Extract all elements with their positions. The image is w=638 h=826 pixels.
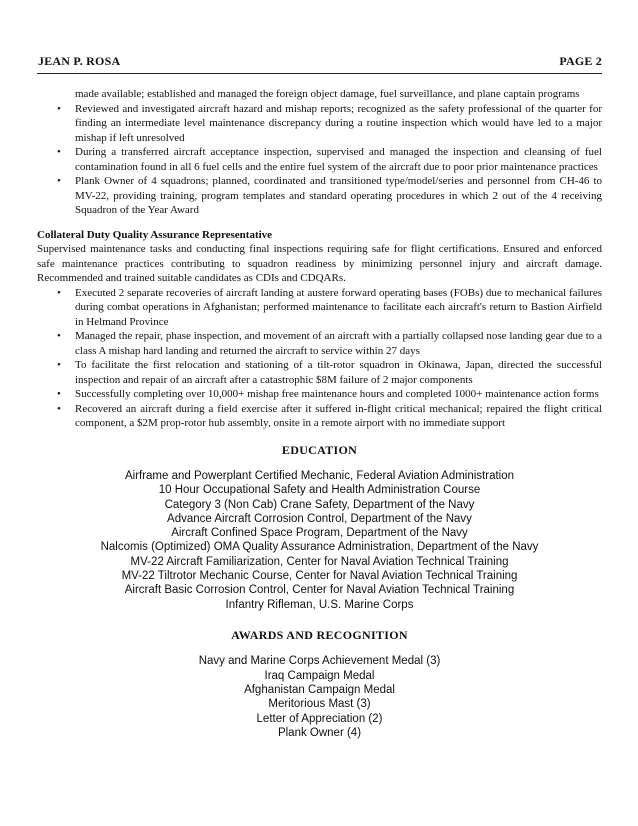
list-item: Afghanistan Campaign Medal [244, 684, 395, 697]
bullet-icon: • [57, 359, 61, 371]
list-item: • Managed the repair, phase inspection, and movement of an aircraft with a partially collapsed nose landing gear due to a class A mishap hard landing and returned the aircraft to service within 27 days [57, 330, 602, 357]
bullet-icon: • [57, 388, 61, 400]
list-item: Airframe and Powerplant Certified Mechanic, Federal Aviation Administration [124, 470, 515, 482]
bullet-icon: • [57, 146, 61, 158]
resume-body [37, 87, 602, 740]
list-item: MV-22 Tiltrotor Mechanic Course, Center for Naval Aviation Technical Training [121, 570, 518, 583]
bullet-icon: • [57, 102, 61, 115]
list-item: • Executed 2 separate recoveries of aircraft landing at austere forward operating bases (FOBs) due to mechanical failures during combat operations in Afghanistan; performed maintenance to facilitate each aircraft's return to Bastion Airfield in Helmand Province [57, 286, 602, 328]
candidate-name: JEAN P. ROSA [38, 54, 121, 68]
list-item: Nalcomis (Optimized) OMA Quality Assurance Administration, Department of the Navy [100, 541, 539, 554]
page-header [38, 54, 602, 69]
list-item: Advance Aircraft Corrosion Control, Department of the Navy [167, 512, 472, 525]
list-item: Aircraft Confined Space Program, Department of the Navy [171, 527, 468, 540]
list-item: Infantry Rifleman, U.S. Marine Corps [225, 598, 414, 611]
list-item: • To facilitate the first relocation and stationing of a tilt-rotor squadron in Okinawa, Japan, directed the successful inspection and repair of an aircraft after a catastrophic $8M failure of 2 major components [57, 359, 602, 386]
awards-list [37, 654, 602, 740]
bullet-icon: • [57, 402, 61, 415]
list-item: • Recovered an aircraft during a field exercise after it suffered in-flight critical mechanical; repaired the flight critical component, a $2M prop-rotor hub assembly, onsite in a remote airport with no immediate support [57, 402, 602, 429]
list-item: Aircraft Basic Corrosion Control, Center for Naval Aviation Technical Training [124, 584, 515, 597]
bullet-icon: • [57, 175, 61, 187]
list-item: • Successfully completing over 10,000+ mishap free maintenance hours and completed 1000+ maintenance action forms [57, 388, 599, 400]
role-summary: Supervised maintenance tasks and conducting final inspections requiring safe for flight certifications. Ensured and enforced safe maintenance practices contributing to squadron readiness by minimizing personnel injury and aircraft damage. Recommended and trained suitable candidates as CDIs and CDQARs. [37, 243, 602, 284]
continued-bullet-text: made available; established and managed the foreign object damage, fuel surveillance, and plane captain programs [75, 88, 580, 100]
list-item: Plank Owner (4) [277, 726, 362, 739]
education-list [37, 469, 602, 612]
list-item: Category 3 (Non Cab) Crane Safety, Department of the Navy [164, 498, 475, 511]
list-item: MV-22 Aircraft Familiarization, Center for Naval Aviation Technical Training [130, 555, 509, 568]
header-divider [37, 73, 602, 74]
list-item: • During a transferred aircraft acceptance inspection, supervised and managed the inspection and cleansing of fuel contamination found in all 6 fuel cells and the entire fuel system of the aircraft due to poor prior maintenance practices [57, 146, 602, 173]
page-number: PAGE 2 [559, 54, 602, 68]
role-title: Collateral Duty Quality Assurance Representative [37, 228, 273, 241]
bullet-icon: • [57, 330, 61, 342]
list-item: Navy and Marine Corps Achievement Medal (3) [198, 655, 441, 668]
education-heading: EDUCATION [281, 442, 358, 457]
list-item: Iraq Campaign Medal [264, 669, 375, 682]
list-item: • Reviewed and investigated aircraft hazard and mishap reports; recognized as the safety professional of the quarter for finding an intermediate level maintenance discrepancy during a routine inspection which would have led to a major mishap if left unresolved [57, 102, 602, 144]
list-item: Meritorious Mast (3) [268, 698, 371, 711]
awards-heading: AWARDS AND RECOGNITION [231, 627, 408, 642]
role-bullet-list [37, 286, 602, 431]
list-item: • Plank Owner of 4 squadrons; planned, coordinated and transitioned type/model/series and personnel from CH-46 to MV-22, providing training, program templates and standard operating procedures in which 2 out of the 4 receiving Squadron of the Year Award [57, 175, 602, 216]
list-item: Letter of Appreciation (2) [256, 712, 383, 725]
experience-bullet-list [37, 102, 602, 218]
bullet-icon: • [57, 286, 61, 299]
list-item: 10 Hour Occupational Safety and Health Administration Course [158, 484, 481, 497]
